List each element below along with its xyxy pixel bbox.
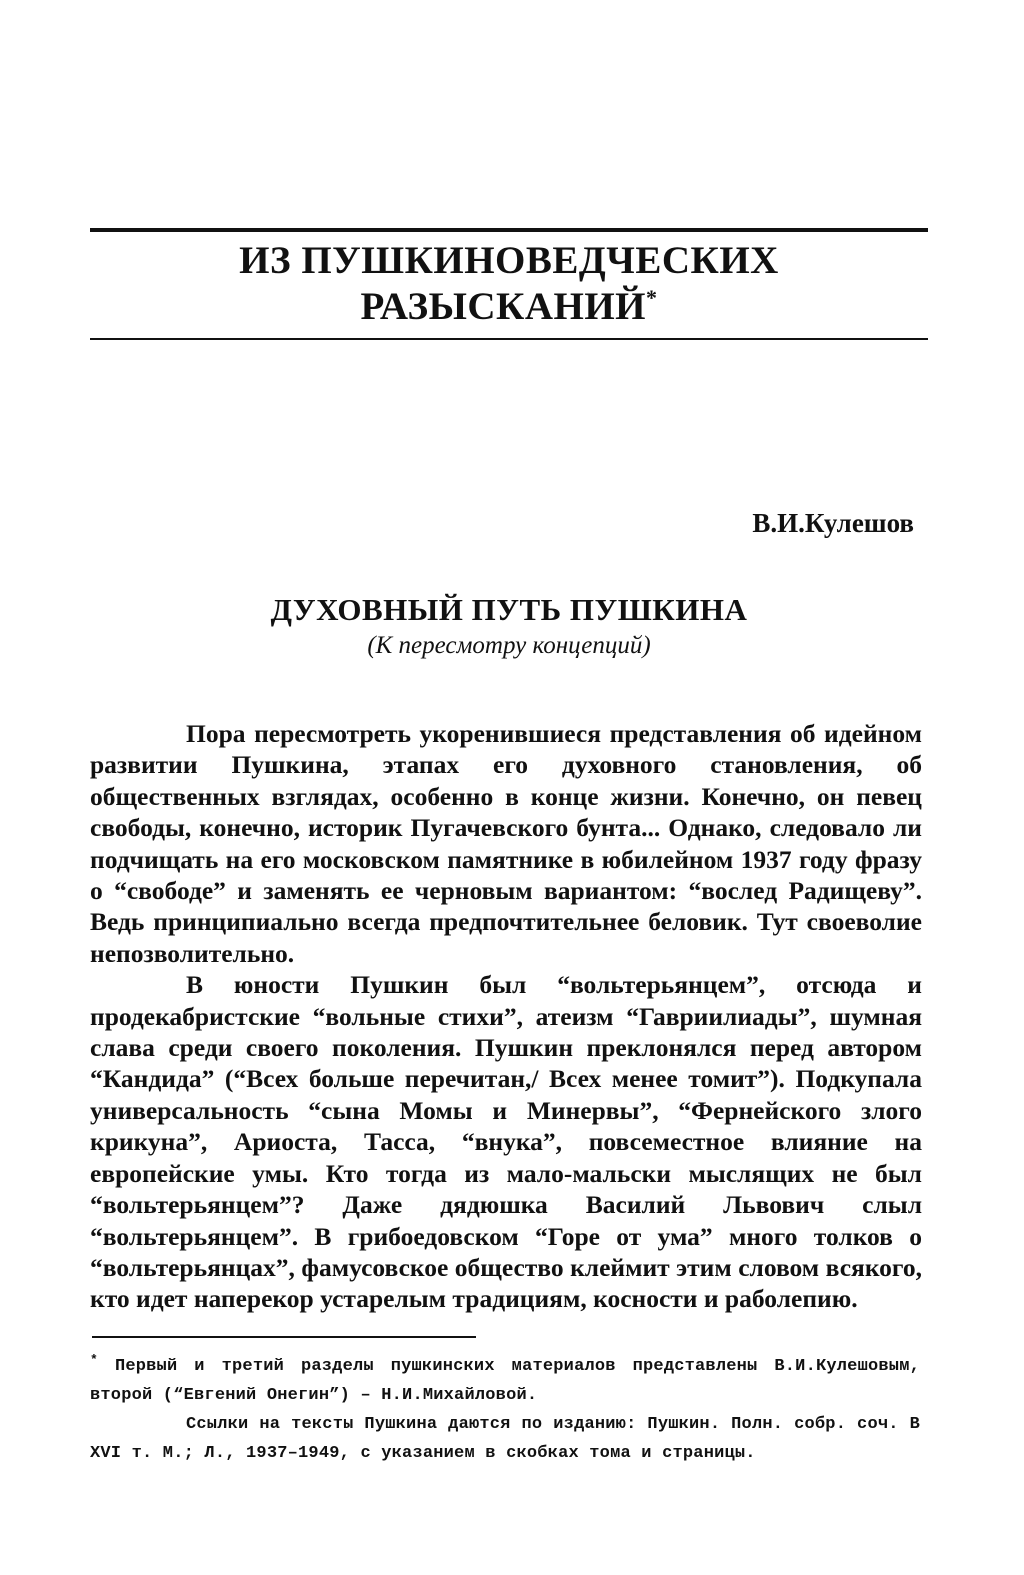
author-name: В.И.Кулешов xyxy=(752,508,914,538)
footnotes xyxy=(90,1352,920,1468)
header-bottom-rule xyxy=(90,338,928,340)
footnote-separator-rule xyxy=(92,1336,476,1338)
article-title: ДУХОВНЫЙ ПУТЬ ПУШКИНА xyxy=(270,592,748,627)
body-paragraph-2: В юности Пушкин был “вольтерьянцем”, отсюда и продекабристские “вольные стихи”, атеизм “Гавриилиады”, шумная слава среди своего поколения. Пушкин преклонялся перед автором “Кандида” (“Всех больше перечитан,/ Всех менее томит”). Подкупала универсальность “сына Момы и Минервы”, “Фернейского злого крикуна”, Ариоста, Тасса, “внука”, повсеместное влияние на европейские умы. Кто тогда из мало-мальски мыслящих не был “вольтерьянцем”? Даже дядюшка Василий Львович слыл “вольтерьянцем”. В грибоедовском “Горе от ума” много толков о “вольтерьянцах”, фамусовское общество клеймит этим словом всякого, кто идет наперекор устарелым традициям, косности и раболепию. xyxy=(90,970,922,1314)
section-title-line-1: ИЗ ПУШКИНОВЕДЧЕСКИХ xyxy=(239,239,779,282)
footnote-1-text: Первый и третий разделы пушкинских материалов представлены В.И.Кулешовым, второй (“Евгений Онегин”) – Н.И.Михайловой. xyxy=(90,1357,920,1405)
article-subtitle: (К пересмотру концепций) xyxy=(367,632,651,659)
header-top-rule xyxy=(90,228,928,232)
footnote-1 xyxy=(90,1352,920,1410)
section-title-line-2-text: РАЗЫСКАНИЙ xyxy=(360,285,647,328)
section-title xyxy=(90,238,928,330)
article-body xyxy=(90,718,922,1315)
footnote-mark: * xyxy=(90,1352,99,1368)
body-paragraph-1: Пора пересмотреть укоренившиеся представления об идейном развитии Пушкина, этапах его духовного становления, об общественных взглядах, особенно в конце жизни. Конечно, он певец свободы, конечно, историк Пугачевского бунта... Однако, следовало ли подчищать на его московском памятнике в юбилейном 1937 году фразу о “свободе” и заменять ее черновым вариантом: “вослед Радищеву”. Ведь принципиально всегда предпочтительнее беловик. Тут своеволие непозволительно. xyxy=(90,719,922,968)
section-header xyxy=(90,228,928,340)
section-title-footnote-mark: * xyxy=(646,285,658,310)
footnote-2: Ссылки на тексты Пушкина даются по изданию: Пушкин. Полн. собр. соч. В XVI т. М.; Л., 1937–1949, с указанием в скобках тома и страницы. xyxy=(90,1415,920,1463)
section-title-line-2 xyxy=(90,284,928,330)
